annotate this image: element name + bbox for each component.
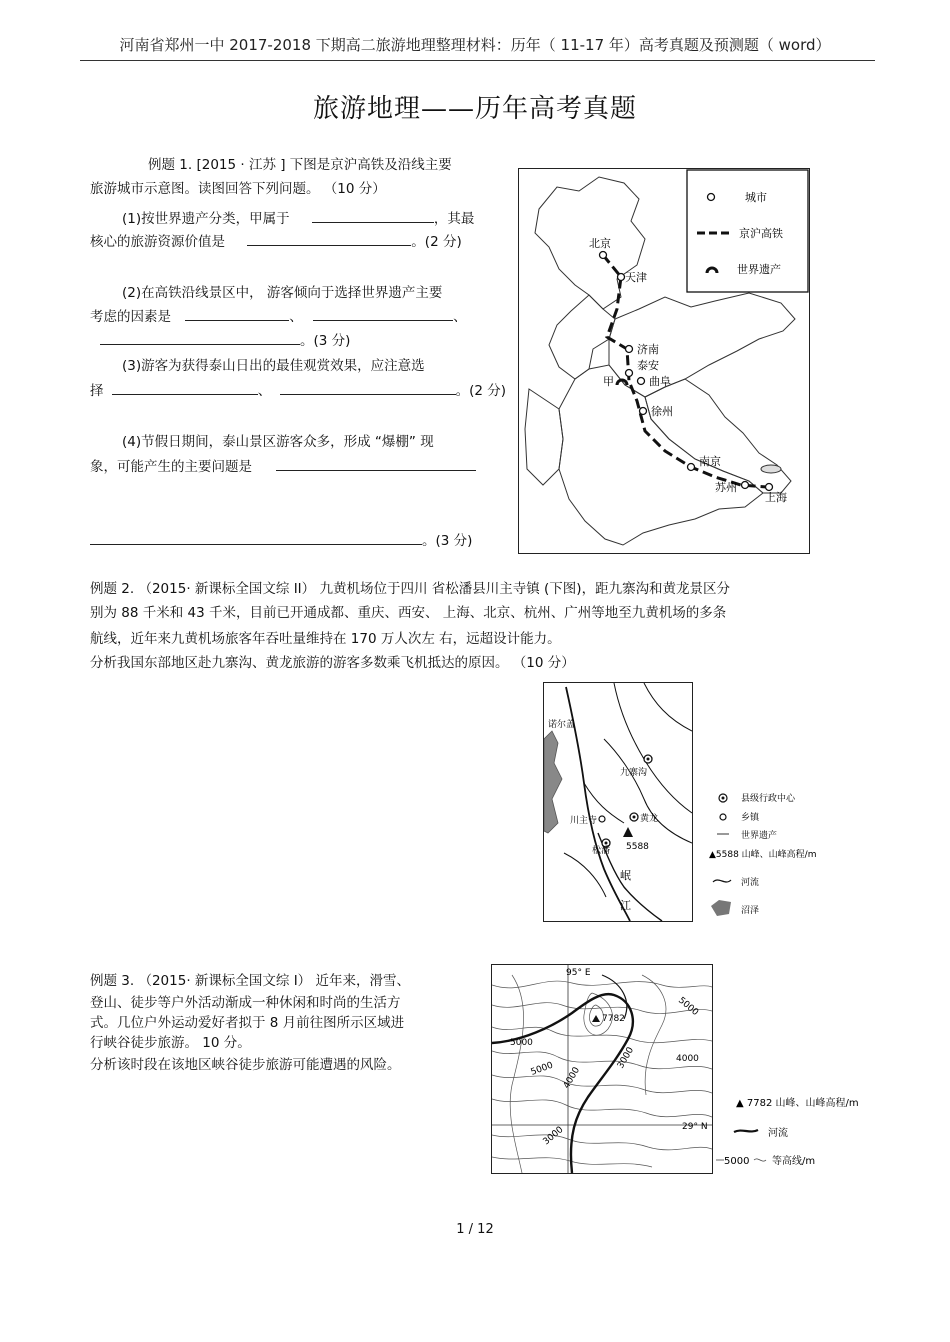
- header-rule: [80, 60, 875, 61]
- label-jiang: 江: [620, 899, 631, 912]
- label-taian: 泰安: [637, 359, 659, 372]
- q3-line1: 例题 3. （2015· 新课标全国文综 I） 近年来，滑雪、: [90, 973, 410, 989]
- q1-part3-sep: 、: [257, 383, 272, 399]
- legend-swamp: 沼泽: [741, 906, 760, 916]
- page-number: 1 / 12: [456, 1222, 494, 1237]
- q1-part2-cont2: [100, 330, 350, 350]
- q1-part1-text2: 核心的旅游资源价值是: [90, 234, 225, 250]
- legend-river: 河流: [741, 878, 760, 888]
- legend-heritage: 世界遗产: [741, 831, 778, 841]
- map3-legend-svg: [716, 1092, 866, 1172]
- q1-part1-text: (1)按世界遗产分类，甲属于: [122, 211, 290, 227]
- answer-blank[interactable]: [112, 380, 258, 395]
- answer-blank[interactable]: [312, 208, 434, 223]
- label-peak-7782: 7782: [602, 1014, 625, 1024]
- label-songpan: 松潘: [592, 846, 611, 856]
- label-shanghai: 上海: [765, 491, 787, 504]
- q3-line2: 登山、徒步等户外活动渐成一种休闲和时尚的生活方: [90, 995, 401, 1011]
- legend-contour-value: 5000: [724, 1156, 750, 1167]
- label-chuanzhusi: 川主寺: [570, 816, 598, 826]
- q1-part1-tail: ，其最: [433, 211, 475, 227]
- q1-part2-sep1: 、: [289, 309, 303, 325]
- q1-part2: (2)在高铁沿线景区中， 游客倾向于选择世界遗产主要: [122, 285, 443, 301]
- q1-part2-score: 。(3 分): [300, 333, 351, 349]
- q1-part3-text2: 择: [90, 383, 104, 399]
- label-contour-4000-e: 4000: [676, 1054, 699, 1064]
- q1-part4-score: 。(3 分): [422, 533, 473, 549]
- label-contour-5000-w: 5000: [510, 1038, 533, 1048]
- q2-line4: 分析我国东部地区赴九寨沟、黄龙旅游的游客多数乘飞机抵达的原因。 （10 分）: [90, 655, 575, 671]
- legend-city: 城市: [745, 191, 767, 204]
- legend-peak: ▲5588 山峰、山峰高程/m: [709, 850, 817, 860]
- q1-part1: [122, 208, 474, 228]
- label-contour-5000-ne: 5000: [676, 995, 701, 1019]
- q2-line1: 例题 2. （2015· 新课标全国文综 II） 九黄机场位于四川 省松潘县川主寺镇 (下图)，距九寨沟和黄龙景区分: [90, 581, 731, 597]
- label-lon: 95° E: [566, 968, 591, 978]
- label-ruoergai: 诺尔盖: [548, 720, 576, 730]
- map-jiuzhaigou-svg: [544, 683, 692, 921]
- label-contour-3000-c: 3000: [615, 1045, 637, 1071]
- legend-rail: 京沪高铁: [739, 227, 783, 240]
- q3-line4: 行峡谷徒步旅游。 10 分。: [90, 1035, 251, 1051]
- q1-part1-cont: [90, 231, 462, 251]
- q3-line3: 式。几位户外运动爱好者拟于 8 月前往图所示区域进: [90, 1015, 405, 1031]
- label-jinan: 济南: [637, 343, 659, 356]
- map-beijing-shanghai-railway: [518, 168, 810, 554]
- label-tianjin: 天津: [625, 271, 647, 284]
- label-jia: 甲: [603, 375, 614, 388]
- label-jiuzhaigou: 九寨沟: [620, 768, 648, 778]
- answer-blank[interactable]: [313, 306, 453, 321]
- page-header: 河南省郑州一中 2017-2018 下期高二旅游地理整理材料：历年（ 11-17 年）高考真题及预测题（ word）: [119, 36, 831, 54]
- map3-legend: [716, 1092, 866, 1172]
- q1-line2: 旅游城市示意图。读图回答下列问题。 （10 分）: [90, 181, 386, 197]
- answer-blank[interactable]: [276, 456, 476, 471]
- map-contour-svg: [492, 965, 712, 1173]
- label-lat: 29° N: [682, 1122, 708, 1132]
- q2-line2: 别为 88 千米和 43 千米，目前已开通成都、重庆、西安、 上海、北京、杭州、广州等地至九黄机场的多条: [90, 605, 727, 621]
- legend-contour: 等高线/m: [772, 1156, 816, 1167]
- q1-part4-text2: 象，可能产生的主要问题是: [90, 459, 252, 475]
- answer-blank[interactable]: [247, 231, 411, 246]
- label-xuzhou: 徐州: [651, 405, 673, 418]
- q1-part3-score: 。(2 分): [455, 383, 507, 399]
- q1-line1: 例题 1. [2015 · 江苏 ] 下图是京沪高铁及沿线主要: [148, 157, 452, 173]
- q1-part3-cont: [90, 380, 506, 400]
- map-jiuzhaigou: [543, 682, 693, 922]
- q1-part2-text2: 考虑的因素是: [90, 309, 171, 325]
- legend-river: 河流: [768, 1128, 788, 1139]
- label-minjiang: 岷: [620, 869, 631, 882]
- label-suzhou: 苏州: [715, 481, 737, 494]
- label-beijing: 北京: [589, 237, 611, 250]
- q1-part1-score: 。(2 分): [411, 234, 462, 250]
- answer-blank[interactable]: [280, 380, 456, 395]
- legend-county: 县级行政中心: [741, 794, 796, 804]
- map2-legend: [705, 786, 835, 926]
- q1-part4-cont2: [90, 530, 472, 550]
- legend-heritage: 世界遗产: [737, 263, 781, 276]
- q1-part2-sep2: 、: [453, 309, 467, 325]
- legend-town: 乡镇: [741, 813, 760, 823]
- legend-peak: ▲ 7782 山峰、山峰高程/m: [736, 1098, 859, 1109]
- q2-line3: 航线，近年来九黄机场旅客年吞吐量维持在 170 万人次左 右，远超设计能力。: [90, 631, 561, 647]
- label-contour-3000-s: 3000: [541, 1124, 566, 1148]
- answer-blank[interactable]: [185, 306, 289, 321]
- page-title: 旅游地理——历年高考真题: [312, 94, 637, 124]
- label-contour-4000-c: 4000: [561, 1065, 583, 1091]
- q1-part4-cont: [90, 456, 476, 476]
- q3-line5: 分析该时段在该地区峡谷徒步旅游可能遭遇的风险。: [90, 1057, 401, 1073]
- q1-part3: (3)游客为获得泰山日出的最佳观赏效果，应注意选: [122, 358, 425, 374]
- q1-part2-cont: [90, 306, 467, 326]
- answer-blank[interactable]: [100, 330, 300, 345]
- q1-part4: (4)节假日期间，泰山景区游客众多，形成 “爆棚” 现: [122, 434, 434, 450]
- label-nanjing: 南京: [699, 455, 721, 468]
- map-beijing-shanghai-svg: [519, 169, 809, 553]
- label-contour-5000-sw: 5000: [529, 1060, 555, 1078]
- label-peak-5588: 5588: [626, 842, 649, 852]
- map2-legend-svg: [705, 786, 835, 926]
- map-contour-canyon: [491, 964, 713, 1174]
- answer-blank[interactable]: [90, 530, 422, 545]
- label-qufu: 曲阜: [649, 375, 671, 388]
- label-huanglong: 黄龙: [640, 814, 659, 824]
